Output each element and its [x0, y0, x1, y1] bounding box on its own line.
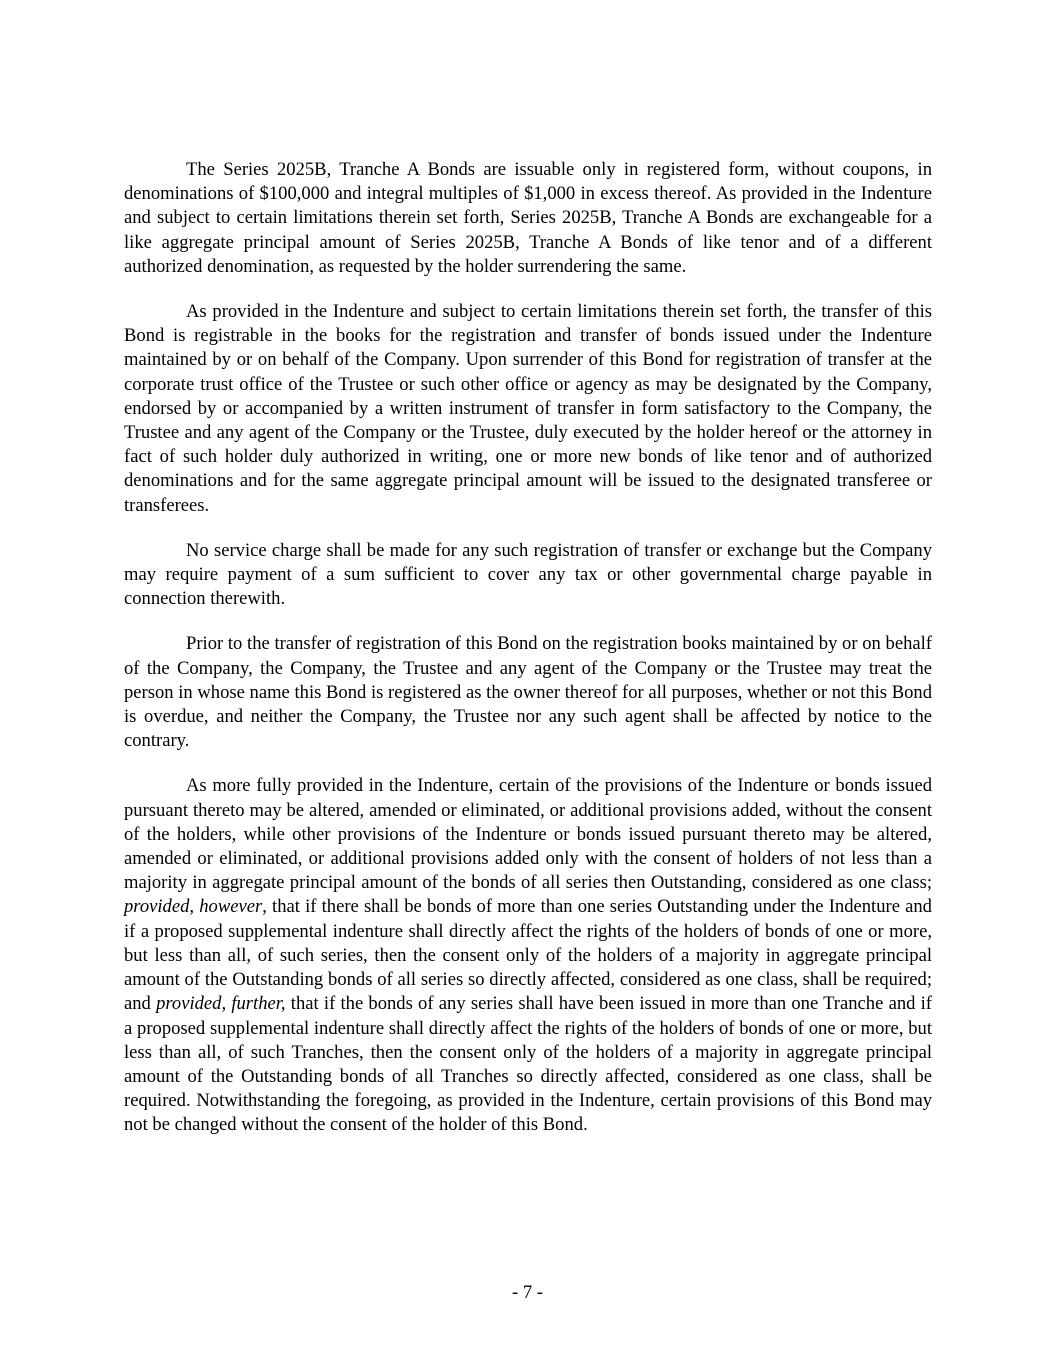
paragraph-registration-owner: Prior to the transfer of registration of this Bond on the registration books maintained by or on behalf of the Company, the Company, the Trustee and any agent of the Company or the Trustee may treat the person in whose name this Bond is registered as the owner thereof for all purposes, whether or not this Bond is overdue, and neither the Company, the Trustee nor any such agent shall be affected by notice to the contrary.	[124, 633, 932, 752]
paragraph-amendments	[124, 774, 932, 1137]
paragraph-service-charge: No service charge shall be made for any such registration of transfer or exchange but the Company may require payment of a sum sufficient to cover any tax or other governmental charge payable in connection therewith.	[124, 539, 932, 610]
page-number: - 7 -	[512, 1282, 543, 1303]
amendments-text-part-3: that if the bonds of any series shall have been issued in more than one Tranche and if a proposed supplemental indenture shall directly affect the rights of the holders of bonds of one or more, but less than all, of such Tranches, then the consent only of the holders of a majority in aggregate principal amount of the Outstanding bonds of all Tranches so directly affected, considered as one class, shall be required. Notwithstanding the foregoing, as provided in the Indenture, certain provisions of this Bond may not be changed without the consent of the holder of this Bond.	[124, 993, 932, 1136]
paragraph-transfer: As provided in the Indenture and subject to certain limitations therein set forth, the transfer of this Bond is registrable in the books for the registration and transfer of bonds issued under the Indenture maintained by or on behalf of the Company. Upon surrender of this Bond for registration of transfer at the corporate trust office of the Trustee or such other office or agency as may be designated by the Company, endorsed by or accompanied by a written instrument of transfer in form satisfactory to the Company, the Trustee and any agent of the Company or the Trustee, duly executed by the holder hereof or the attorney in fact of such holder duly authorized in writing, one or more new bonds of like tenor and of authorized denominations and for the same aggregate principal amount will be issued to the designated transferee or transferees.	[124, 301, 932, 516]
paragraph-denominations: The Series 2025B, Tranche A Bonds are issuable only in registered form, without coupons, in denominations of $100,000 and integral multiples of $1,000 in excess thereof. As provided in the Indenture and subject to certain limitations therein set forth, Series 2025B, Tranche A Bonds are exchangeable for a like aggregate principal amount of Series 2025B, Tranche A Bonds of like tenor and of a different authorized denomination, as requested by the holder surrendering the same.	[124, 159, 932, 277]
amendments-italic-provided-however: provided, however	[124, 896, 263, 918]
amendments-text-part-1: As more fully provided in the Indenture, certain of the provisions of the Indenture or bonds issued pursuant thereto may be altered, amended or eliminated, or additional provisions added, without the consent of the holders, while other provisions of the Indenture or bonds issued pursuant thereto may be altered, amended or eliminated, or additional provisions added only with the consent of holders of not less than a majority in aggregate principal amount of the bonds of all series then Outstanding, considered as one class;	[124, 775, 932, 894]
amendments-italic-provided-further: provided, further,	[156, 993, 286, 1015]
amendments-text-part-2: , that if there shall be bonds of more than one series Outstanding under the Indenture and if a proposed supplemental indenture shall directly affect the rights of the holders of bonds of one or more, but less than all, of such series, then the consent only of the holders of a majority in aggregate principal amount of the Outstanding bonds of all series so directly affected, considered as one class, shall be required; and	[124, 896, 932, 1015]
document-body	[124, 158, 932, 1159]
